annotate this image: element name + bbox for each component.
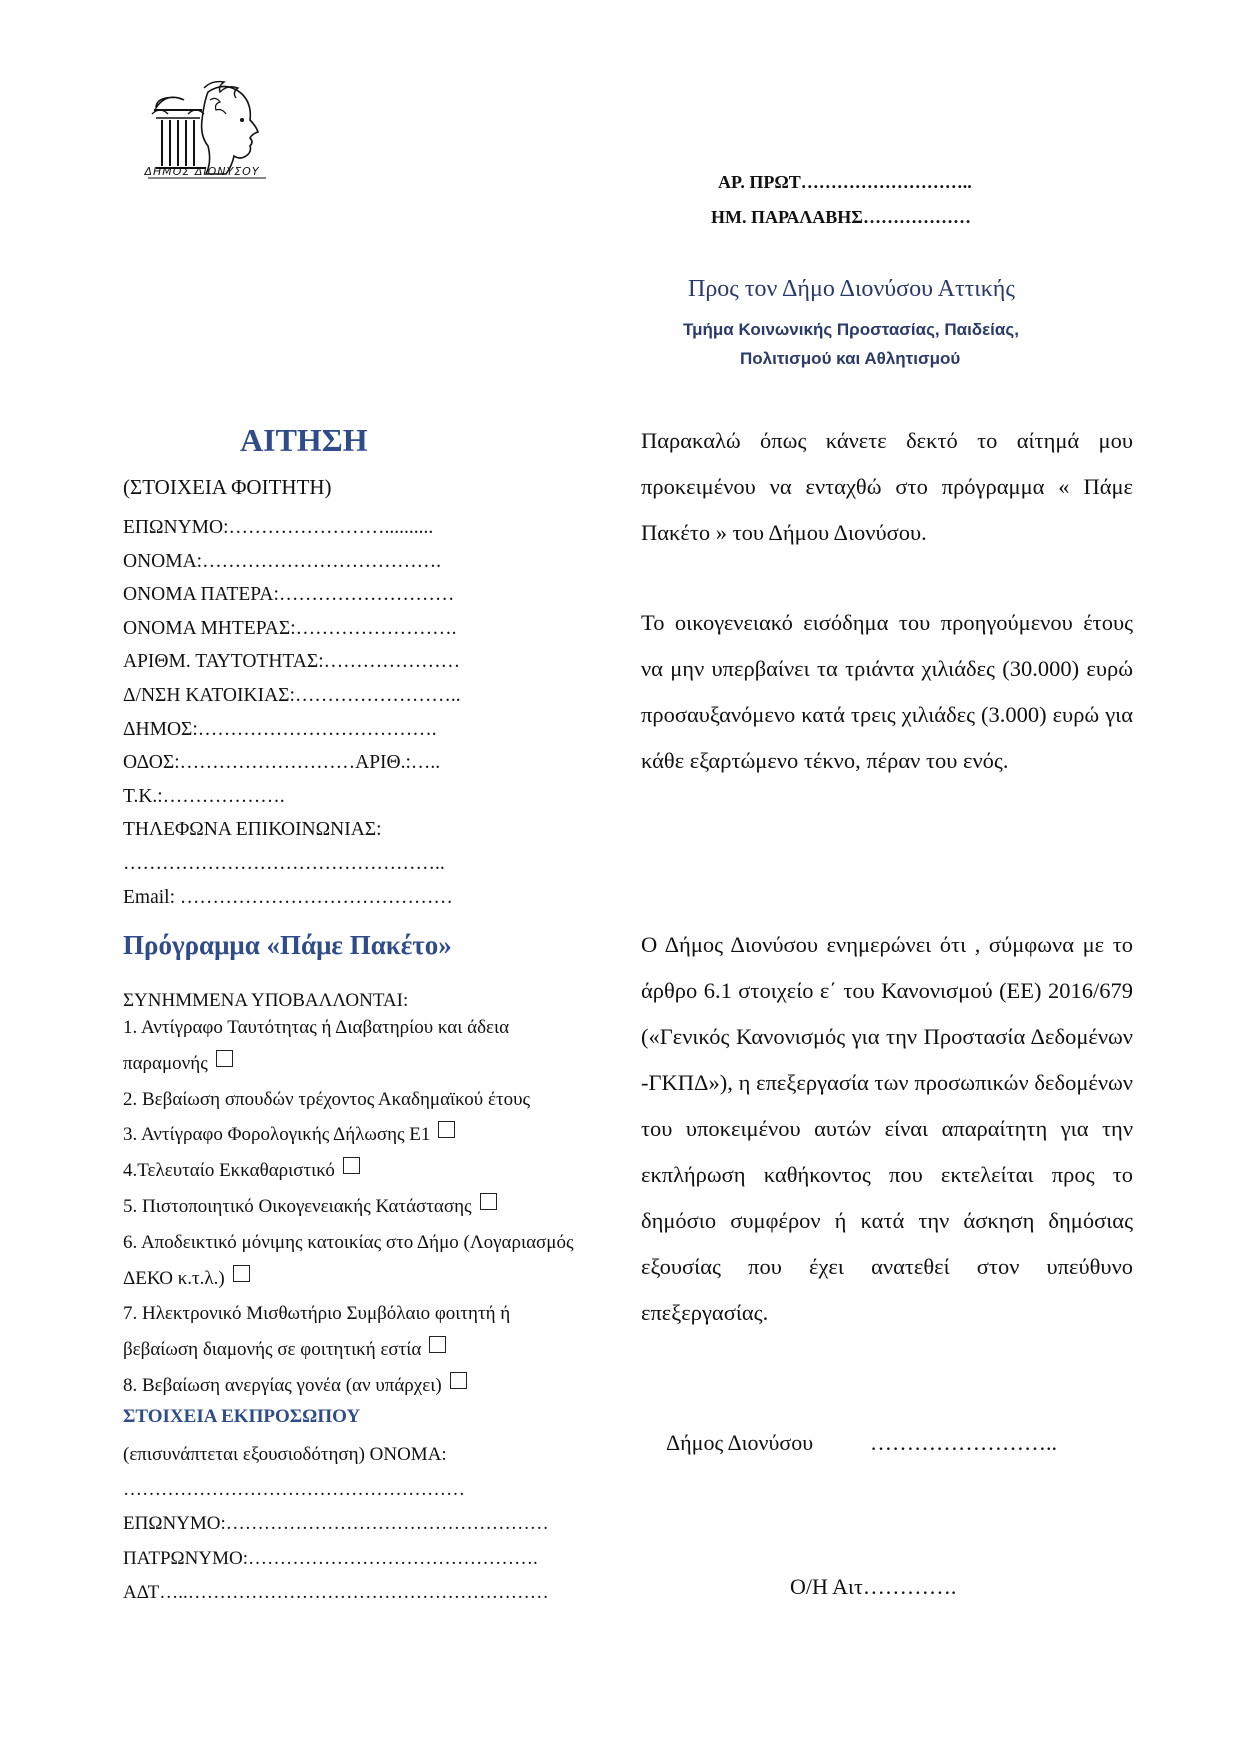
attachment-line xyxy=(123,1153,623,1189)
attachments-heading: ΣΥΝΗΜΜΕΝΑ ΥΠΟΒΑΛΛΟΝΤΑΙ: xyxy=(123,990,409,1011)
rep-field-name-label: (επισυνάπτεται εξουσιοδότηση) ΟΝΟΜΑ: xyxy=(123,1444,447,1465)
attachment-line xyxy=(123,1296,623,1332)
attachment-text: ΔΕΚΟ κ.τ.λ.) xyxy=(123,1267,225,1289)
checkbox-tax-return[interactable] xyxy=(438,1121,455,1138)
rep-field-patronymic[interactable]: ΠΑΤΡΩΝΥΜΟ:………………………………………. xyxy=(123,1547,538,1569)
gdpr-paragraph: Ο Δήμος Διονύσου ενημερώνει ότι , σύμφωνα με το άρθρο 6.1 στοιχείο ε΄ του Κανονισμού (ΕΕ) 2016/679 («Γενικός Κανονισμός για την Προστασία Δεδομένων -ΓΚΠΔ»), η επεξεργασία των προσωπικών δεδομένων του υποκειμένου αυτών είναι απαραίτητη για την εκπλήρωση καθήκοντος που εκτελείται προς το δημόσιο συμφέρον ή κατά την άσκηση δημόσιας εξουσίας που έχει ανατεθεί στον υπεύθυνο επεξεργασίας. xyxy=(641,932,1133,1325)
field-email[interactable]: Email: …………………………………… xyxy=(123,886,453,908)
rep-field-name[interactable]: ……………………………………………… xyxy=(123,1478,465,1500)
attachment-line xyxy=(123,1332,623,1368)
field-father-name[interactable]: ΟΝΟΜΑ ΠΑΤΕΡΑ:……………………… xyxy=(123,584,455,606)
checkbox-tax-assessment[interactable] xyxy=(343,1157,360,1174)
document-title: ΑΙΤΗΣΗ xyxy=(240,422,368,458)
program-title: Πρόγραμμα «Πάμε Πακέτο» xyxy=(123,930,452,960)
applicant-signature[interactable]: Ο/Η Αιτ…………. xyxy=(790,1574,957,1599)
protocol-number: ΑΡ. ΠΡΩΤ……………………….. xyxy=(718,172,972,192)
field-postal-code[interactable]: Τ.Κ.:………………. xyxy=(123,785,285,807)
attachment-text: 5. Πιστοποιητικό Οικογενειακής Κατάστασης xyxy=(123,1195,472,1217)
attachment-text: 3. Αντίγραφο Φορολογικής Δήλωσης Ε1 xyxy=(123,1124,431,1146)
field-street-number[interactable]: ΟΔΟΣ:………………………ΑΡΙΘ.:….. xyxy=(123,752,441,774)
attachment-line xyxy=(123,1368,623,1404)
field-mother-name[interactable]: ΟΝΟΜΑ ΜΗΤΕΡΑΣ:……………………. xyxy=(123,617,457,639)
checkbox-residence-permit[interactable] xyxy=(216,1050,233,1067)
attachment-text: 1. Αντίγραφο Ταυτότητας ή Διαβατηρίου και άδεια xyxy=(123,1017,510,1038)
field-phones-label: ΤΗΛΕΦΩΝΑ ΕΠΙΚΟΙΝΩΝΙΑΣ: xyxy=(123,819,382,841)
field-surname[interactable]: ΕΠΩΝΥΜΟ:…………………….......... xyxy=(123,517,434,538)
checkbox-family-status[interactable] xyxy=(480,1193,497,1210)
attachment-text: 6. Αποδεικτικό μόνιμης κατοικίας στο Δήμο (Λογαριασμός xyxy=(123,1231,574,1253)
checkbox-unemployment[interactable] xyxy=(450,1372,467,1389)
attachment-text: 4.Τελευταίο Εκκαθαριστικό xyxy=(123,1160,335,1182)
department-line-1: Τμήμα Κοινωνικής Προστασίας, Παιδείας, xyxy=(683,320,1019,339)
signature-place: Δήμος Διονύσου xyxy=(666,1430,814,1455)
attachment-line xyxy=(123,1082,623,1118)
field-address[interactable]: Δ/ΝΣΗ ΚΑΤΟΙΚΙΑΣ:…………………….. xyxy=(123,684,461,706)
request-paragraph: Παρακαλώ όπως κάνετε δεκτό το αίτημά μου προκειμένου να ενταχθώ στο πρόγραμμα « Πάμε Πακέτο » του Δήμου Διονύσου. xyxy=(641,428,1133,545)
attachment-text: 2. Βεβαίωση σπουδών τρέχοντος Ακαδημαϊκού έτους xyxy=(123,1088,531,1110)
attachment-line xyxy=(123,1189,623,1225)
attachment-line xyxy=(123,1010,623,1046)
attachment-text: 7. Ηλεκτρονικό Μισθωτήριο Συμβόλαιο φοιτητή ή xyxy=(123,1303,511,1325)
department-line-2: Πολιτισμού και Αθλητισμού xyxy=(740,349,961,368)
field-municipality[interactable]: ΔΗΜΟΣ:………………………………. xyxy=(123,718,437,740)
signature-date[interactable]: …………………….. xyxy=(870,1430,1057,1455)
student-fields xyxy=(123,511,461,914)
representative-fields xyxy=(123,1438,549,1611)
checkbox-lease[interactable] xyxy=(429,1336,446,1353)
logo-caption: ΔΗΜΟΣ ΔΙΟΝΥΣΟΥ xyxy=(144,165,260,178)
attachment-line xyxy=(123,1046,623,1082)
rep-field-id[interactable]: ΑΔΤ…..………………………………………………… xyxy=(123,1582,549,1603)
field-id-number[interactable]: ΑΡΙΘΜ. ΤΑΥΤΟΤΗΤΑΣ:………………… xyxy=(123,651,461,673)
attachment-line xyxy=(123,1225,623,1261)
attachment-line xyxy=(123,1261,623,1297)
attachment-text: 8. Βεβαίωση ανεργίας γονέα (αν υπάρχει) xyxy=(123,1374,442,1396)
representative-heading: ΣΤΟΙΧΕΙΑ ΕΚΠΡΟΣΩΠΟΥ xyxy=(123,1406,361,1427)
attachment-text: βεβαίωση διαμονής σε φοιτητική εστία xyxy=(123,1339,422,1361)
income-paragraph: Το οικογενειακό εισόδημα του προηγούμενου έτους να μην υπερβαίνει τα τριάντα χιλιάδες (30.000) ευρώ προσαυξανόμενο κατά τρεις χιλιάδες (3.000) ευρώ για κάθε εξαρτώμενο τέκνο, πέραν του ενός. xyxy=(641,610,1133,773)
recipient-line: Προς τον Δήμο Διονύσου Αττικής xyxy=(688,276,1015,302)
rep-field-surname[interactable]: ΕΠΩΝΥΜΟ:…………………………………………… xyxy=(123,1513,549,1534)
field-name[interactable]: ΟΝΟΜΑ:………………………………. xyxy=(123,550,441,572)
checkbox-residence-proof[interactable] xyxy=(233,1265,250,1282)
field-phones[interactable]: ………………………………………….. xyxy=(123,852,445,874)
receipt-date: ΗΜ. ΠΑΡΑΛΑΒΗΣ……………… xyxy=(711,207,972,227)
attachment-line xyxy=(123,1117,623,1153)
attachments-list xyxy=(123,1010,623,1404)
attachment-text: παραμονής xyxy=(123,1052,208,1074)
student-section-heading: (ΣΤΟΙΧΕΙΑ ΦΟΙΤΗΤΗ) xyxy=(123,475,332,499)
